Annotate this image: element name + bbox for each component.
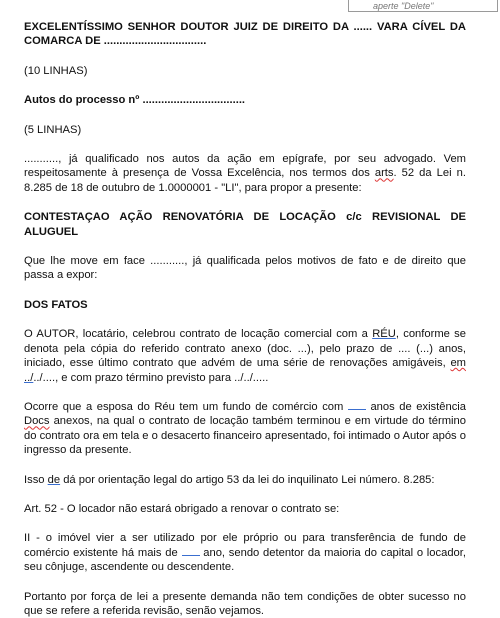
- legal-text-a: Isso: [24, 473, 48, 486]
- facts-heading: DOS FATOS: [24, 298, 88, 311]
- spellcheck-em: em: [450, 357, 466, 370]
- item-ii-text-a: II - o imóvel vier a ser utilizado por ele próprio ou para transferência de fundo de comércio existente há mais de: [24, 532, 466, 559]
- petition-title: CONTESTAÇAO AÇÃO RENOVATÓRIA DE LOCAÇÃO c/c REVISIONAL DE ALUGUEL: [24, 211, 466, 238]
- item-ii-paragraph: [24, 531, 466, 574]
- facts-text-d: ../...., e com prazo término previsto para ../../.....: [33, 371, 269, 384]
- process-number-line: Autos do processo nº .................................: [24, 94, 246, 107]
- conclusion-paragraph: Portanto por força de lei a presente demanda não tem condições de obter sucesso no que se refere a referida revisão, senão vejamos.: [24, 590, 466, 617]
- intro-text-a: ..........., já qualificado nos autos da ação em epígrafe, por seu advogado. Vem respeitosamente à presença de Vossa Excelência, nos termos dos: [24, 153, 466, 180]
- legal-basis-paragraph: [24, 473, 466, 487]
- spouse-text-a: Ocorre que a esposa do Réu tem um fundo de comércio com: [24, 400, 348, 413]
- spouse-paragraph: [24, 400, 466, 458]
- top-bar: [0, 0, 500, 14]
- spellcheck-arts: arts: [374, 167, 394, 180]
- lines-5-note: (5 LINHAS): [24, 123, 82, 136]
- year-blank: [182, 546, 200, 556]
- facts-text-a: O AUTOR, locatário, celebrou contrato de locação comercial com a: [24, 328, 373, 341]
- court-heading: EXCELENTÍSSIMO SENHOR DOUTOR JUIZ DE DIREITO DA ...... VARA CÍVEL DA COMARCA DE .................................: [24, 21, 466, 48]
- delete-hint-text: aperte "Delete": [373, 1, 434, 11]
- spellcheck-de: de: [47, 473, 61, 486]
- item-ii-text-b: ano, sendo detentor da maioria do capital o locador, seu cônjuge, ascendente ou descendente.: [24, 546, 466, 574]
- spouse-text-b: anos de existência: [365, 400, 466, 413]
- legal-text-b: dá por orientação legal do artigo 53 da lei do inquilinato Lei número. 8.285:: [60, 473, 435, 486]
- lines-10-note: (10 LINHAS): [24, 64, 88, 77]
- spellcheck-docs: Docs: [24, 415, 50, 428]
- against-paragraph: Que lhe move em face ..........., já qualificada pelos motivos de fato e de direito que passa a expor:: [24, 255, 466, 282]
- spellcheck-reu: RÉU: [372, 328, 396, 341]
- document-body: [24, 20, 466, 618]
- delete-hint-box[interactable]: [348, 0, 498, 12]
- facts-text-b: , conforme se denota pela cópia do referido contrato anexo (doc. ...), pelo prazo de .... (...) anos, iniciado, esse último contrato que advém de uma série de renovações amigáveis,: [24, 328, 466, 370]
- date-blank: ../: [24, 371, 34, 384]
- article-52: Art. 52 - O locador não estará obrigado a renovar o contrato se:: [24, 502, 340, 515]
- facts-paragraph: [24, 327, 466, 385]
- years-blank: [348, 400, 366, 410]
- intro-text-b: . 52 da Lei n. 8.285 de 18 de outubro de 1.0000001 - "LI", para propor a presente:: [24, 167, 466, 194]
- spouse-text-c: anexos, na qual o contrato de locação também terminou e em virtude do término do contrato ora em tela e o desacerto financeiro apresentado, foi intimado o Autor após o ingresso da presente.: [24, 415, 466, 457]
- intro-paragraph: [24, 152, 466, 195]
